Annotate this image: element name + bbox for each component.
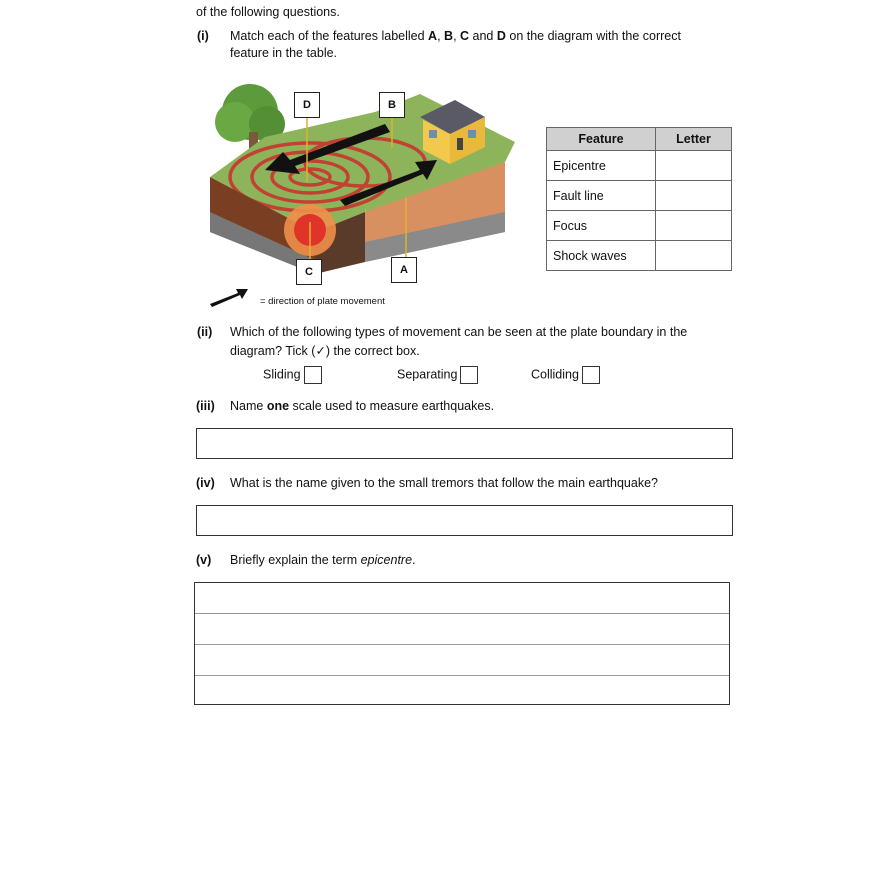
option-colliding xyxy=(531,366,600,384)
table-cell-feature: Epicentre xyxy=(547,151,656,181)
feature-table xyxy=(546,127,732,271)
separating-checkbox[interactable] xyxy=(460,366,478,384)
q2-text-line2: diagram? Tick (✓) the correct box. xyxy=(230,344,420,358)
q2-text-line1: Which of the following types of movement can be seen at the plate boundary in the xyxy=(230,325,688,339)
q1-text: Match each of the features labelled A, B, C and D on the diagram with the correct xyxy=(230,29,681,43)
q5-number: (v) xyxy=(196,553,212,567)
diagram-label-c: C xyxy=(296,259,322,285)
answer-line[interactable] xyxy=(195,614,729,645)
letter-answer-cell[interactable] xyxy=(656,211,732,241)
q3-text: Name one scale used to measure earthquakes. xyxy=(230,399,495,413)
q4-number: (iv) xyxy=(196,476,215,490)
letter-answer-cell[interactable] xyxy=(656,241,732,271)
diagram-label-d: D xyxy=(294,92,320,118)
q5-text: Briefly explain the term epicentre. xyxy=(230,553,416,567)
diagram-legend: = direction of plate movement xyxy=(260,296,385,307)
q3-number: (iii) xyxy=(196,399,215,413)
table-row xyxy=(547,181,732,211)
diagram-label-a: A xyxy=(391,257,417,283)
answer-line[interactable] xyxy=(195,676,729,706)
earthquake-diagram xyxy=(205,82,525,282)
q2-number: (ii) xyxy=(197,325,213,339)
table-row xyxy=(547,211,732,241)
table-cell-feature: Fault line xyxy=(547,181,656,211)
q3-answer-box[interactable] xyxy=(196,428,733,459)
intro-text: of the following questions. xyxy=(196,5,340,19)
q4-answer-box[interactable] xyxy=(196,505,733,536)
table-cell-feature: Focus xyxy=(547,211,656,241)
table-header-letter: Letter xyxy=(656,128,732,151)
answer-line[interactable] xyxy=(195,583,729,614)
option-separating xyxy=(397,366,478,384)
table-cell-feature: Shock waves xyxy=(547,241,656,271)
diagram-label-b: B xyxy=(379,92,405,118)
q4-text: What is the name given to the small tremors that follow the main earthquake? xyxy=(230,476,658,490)
q1-number: (i) xyxy=(197,29,209,43)
plate-movement-arrow-icon xyxy=(208,286,250,308)
option-separating-label: Separating xyxy=(397,367,458,382)
table-header-feature: Feature xyxy=(547,128,656,151)
q5-answer-area[interactable] xyxy=(194,582,730,705)
table-row xyxy=(547,241,732,271)
table-row xyxy=(547,151,732,181)
q1-text-line2: feature in the table. xyxy=(230,46,338,60)
letter-answer-cell[interactable] xyxy=(656,181,732,211)
option-sliding-label: Sliding xyxy=(263,367,301,382)
answer-line[interactable] xyxy=(195,645,729,676)
option-sliding xyxy=(263,366,322,384)
letter-answer-cell[interactable] xyxy=(656,151,732,181)
sliding-checkbox[interactable] xyxy=(304,366,322,384)
option-colliding-label: Colliding xyxy=(531,367,579,382)
colliding-checkbox[interactable] xyxy=(582,366,600,384)
